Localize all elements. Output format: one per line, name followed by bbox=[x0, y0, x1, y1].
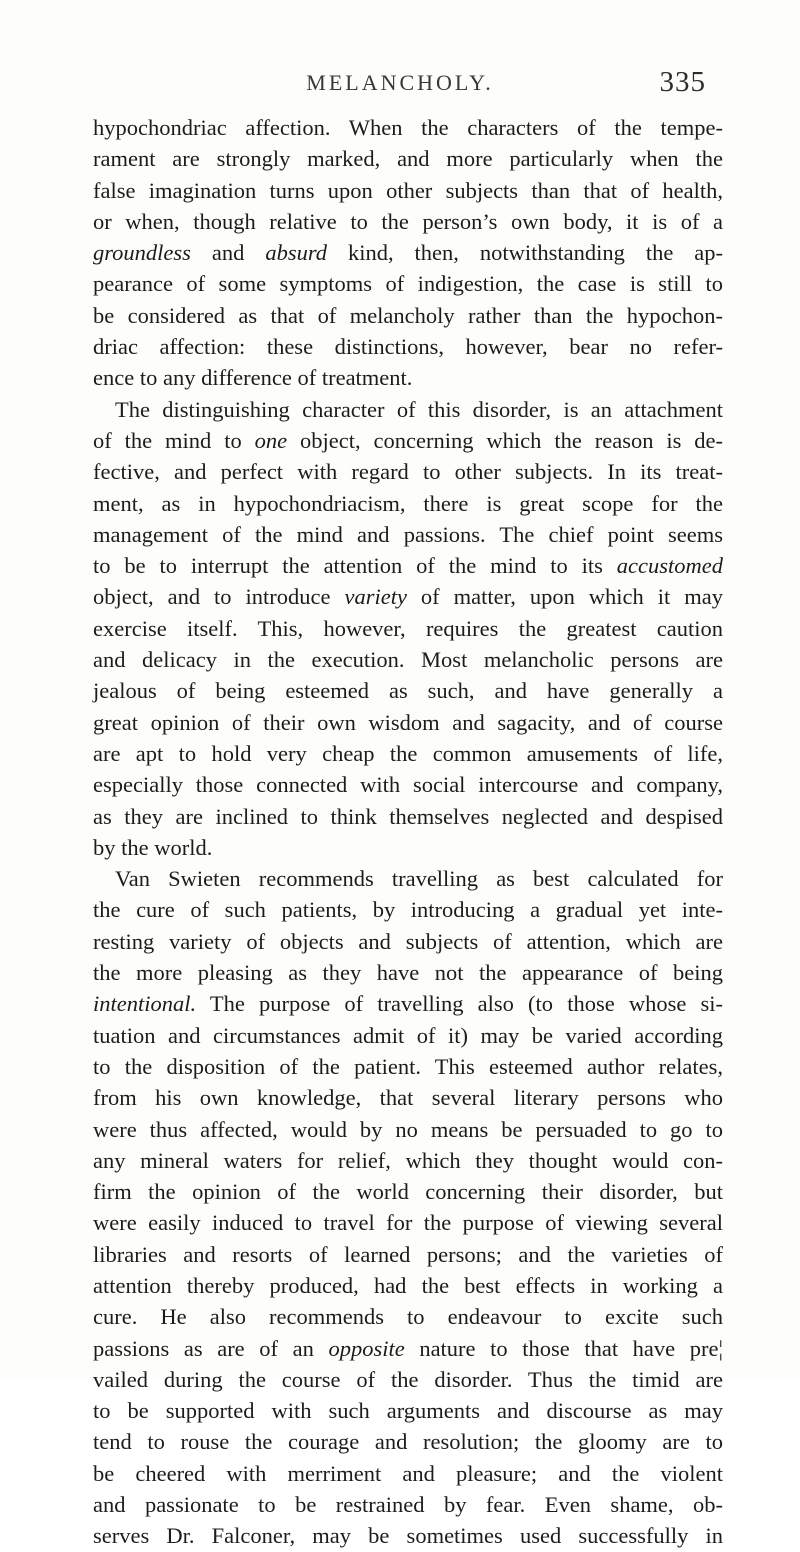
text-segment: from his own knowledge, that several literary persons who bbox=[93, 1085, 723, 1111]
text-segment: to the disposition of the patient. This esteemed author relates, bbox=[93, 1053, 723, 1079]
text-segment: hypochondriac affection. When the characters of the tempe- bbox=[93, 115, 723, 140]
text-line bbox=[93, 1176, 723, 1207]
text-segment: object, concerning which the reason is de- bbox=[287, 427, 724, 453]
text-line bbox=[93, 738, 723, 769]
text-segment: the more pleasing as they have not the appearance of being bbox=[93, 960, 723, 986]
text-line bbox=[93, 769, 723, 800]
text-segment: nature to those that have pre¦ bbox=[404, 1335, 723, 1361]
text-segment: vailed during the course of the disorder. Thus the timid are bbox=[93, 1366, 723, 1392]
text-segment: object, and to introduce bbox=[93, 584, 345, 610]
text-line bbox=[93, 1395, 723, 1426]
text-line bbox=[93, 644, 723, 675]
text-segment: the cure of such patients, by introducing a gradual yet inte- bbox=[93, 897, 723, 923]
text-segment: fective, and perfect with regard to other subjects. In its treat- bbox=[93, 459, 723, 485]
text-segment: cure. He also recommends to endeavour to excite such bbox=[93, 1304, 723, 1330]
text-line bbox=[93, 988, 723, 1019]
text-line bbox=[93, 300, 723, 331]
text-segment: tend to rouse the courage and resolution; the gloomy are to bbox=[93, 1429, 723, 1455]
text-line bbox=[93, 926, 723, 957]
text-line bbox=[93, 1270, 723, 1301]
text-segment: attention thereby produced, had the best effects in working a bbox=[93, 1272, 723, 1298]
text-line bbox=[93, 1239, 723, 1270]
italic-text: intentional. bbox=[93, 991, 197, 1017]
text-segment: The purpose of travelling also (to those whose si- bbox=[196, 991, 723, 1017]
text-segment: false imagination turns upon other subjects than that of health, bbox=[93, 177, 723, 203]
page-number: 335 bbox=[659, 66, 706, 98]
text-line bbox=[93, 863, 723, 894]
text-line bbox=[93, 362, 723, 393]
text-segment: and bbox=[190, 240, 266, 266]
text-segment: as they are inclined to think themselves neglected and despised bbox=[93, 803, 723, 829]
text-segment: great opinion of their own wisdom and sagacity, and of course bbox=[93, 709, 723, 735]
text-segment: of matter, upon which it may bbox=[406, 584, 723, 610]
text-segment: be considered as that of melancholy rather than the hypochon- bbox=[93, 302, 723, 328]
text-line bbox=[93, 550, 723, 581]
text-segment: of the mind to bbox=[93, 427, 255, 453]
text-segment: to be supported with such arguments and discourse as may bbox=[93, 1398, 723, 1424]
text-line bbox=[93, 1301, 723, 1332]
text-line bbox=[93, 175, 723, 206]
text-segment: ence to any difference of treatment. bbox=[93, 365, 413, 391]
text-line bbox=[93, 237, 723, 268]
text-line bbox=[93, 1114, 723, 1145]
text-segment: exercise itself. This, however, requires the greatest caution bbox=[93, 615, 723, 641]
text-line bbox=[93, 1145, 723, 1176]
text-segment: were thus affected, would by no means be persuaded to go to bbox=[93, 1116, 723, 1142]
text-line bbox=[93, 331, 723, 362]
text-line bbox=[93, 581, 723, 612]
text-line bbox=[93, 801, 723, 832]
text-line bbox=[93, 425, 723, 456]
italic-text: groundless bbox=[93, 240, 191, 266]
text-segment: especially those connected with social intercourse and company, bbox=[93, 772, 723, 798]
text-line bbox=[93, 1520, 723, 1551]
text-segment: tuation and circumstances admit of it) may be varied according bbox=[93, 1022, 723, 1048]
text-line bbox=[93, 112, 723, 143]
text-segment: are apt to hold very cheap the common amusements of life, bbox=[93, 740, 723, 766]
text-segment: kind, then, notwithstanding the ap- bbox=[327, 240, 723, 266]
text-line bbox=[93, 1489, 723, 1520]
text-segment: serves Dr. Falconer, may be sometimes used successfully in bbox=[93, 1523, 723, 1549]
text-segment: management of the mind and passions. The chief point seems bbox=[93, 521, 723, 547]
text-segment: passions as are of an bbox=[93, 1335, 329, 1361]
italic-text: absurd bbox=[265, 240, 328, 266]
text-line bbox=[93, 1020, 723, 1051]
text-line bbox=[93, 394, 723, 425]
text-segment: jealous of being esteemed as such, and have generally a bbox=[93, 678, 723, 704]
text-line bbox=[93, 1051, 723, 1082]
text-segment: ment, as in hypochondriacism, there is great scope for the bbox=[93, 490, 723, 516]
text-segment: and delicacy in the execution. Most melancholic persons are bbox=[93, 647, 723, 673]
text-segment: The distinguishing character of this disorder, is an attachment bbox=[115, 396, 723, 422]
text-line bbox=[93, 1333, 723, 1364]
text-line bbox=[93, 206, 723, 237]
text-segment: be cheered with merriment and pleasure; and the violent bbox=[93, 1460, 723, 1486]
text-line bbox=[93, 1082, 723, 1113]
text-line bbox=[93, 675, 723, 706]
text-segment: and passionate to be restrained by fear. Even shame, ob- bbox=[93, 1492, 723, 1518]
text-segment: resting variety of objects and subjects of attention, which are bbox=[93, 928, 723, 954]
text-line bbox=[93, 519, 723, 550]
text-segment: by the world. bbox=[93, 834, 213, 860]
text-segment: libraries and resorts of learned persons; and the varieties of bbox=[93, 1241, 723, 1267]
italic-text: accustomed bbox=[616, 553, 723, 579]
text-line bbox=[93, 1207, 723, 1238]
text-segment: rament are strongly marked, and more particularly when the bbox=[93, 146, 723, 172]
text-line bbox=[93, 1426, 723, 1457]
text-line bbox=[93, 707, 723, 738]
text-segment: pearance of some symptoms of indigestion, the case is still to bbox=[93, 271, 723, 297]
text-line bbox=[93, 832, 723, 863]
running-head: MELANCHOLY. bbox=[306, 70, 494, 95]
text-line bbox=[93, 957, 723, 988]
text-line bbox=[93, 613, 723, 644]
text-segment: to be to interrupt the attention of the mind to its bbox=[93, 553, 617, 579]
text-segment: any mineral waters for relief, which they thought would con- bbox=[93, 1147, 723, 1173]
text-line bbox=[93, 143, 723, 174]
text-segment: or when, though relative to the person’s own body, it is of a bbox=[93, 208, 723, 234]
text-segment: were easily induced to travel for the purpose of viewing several bbox=[93, 1210, 723, 1236]
text-segment: driac affection: these distinctions, however, bear no refer- bbox=[93, 334, 723, 360]
body-text bbox=[93, 112, 723, 1552]
text-segment: Van Swieten recommends travelling as best calculated for bbox=[115, 866, 723, 892]
text-line bbox=[93, 1458, 723, 1489]
text-line bbox=[93, 488, 723, 519]
italic-text: one bbox=[254, 427, 288, 453]
text-line bbox=[93, 268, 723, 299]
text-line bbox=[93, 456, 723, 487]
text-line bbox=[93, 894, 723, 925]
italic-text: opposite bbox=[328, 1335, 405, 1361]
text-segment: firm the opinion of the world concerning their disorder, but bbox=[93, 1179, 723, 1205]
italic-text: variety bbox=[344, 584, 407, 610]
page-header bbox=[0, 64, 800, 104]
